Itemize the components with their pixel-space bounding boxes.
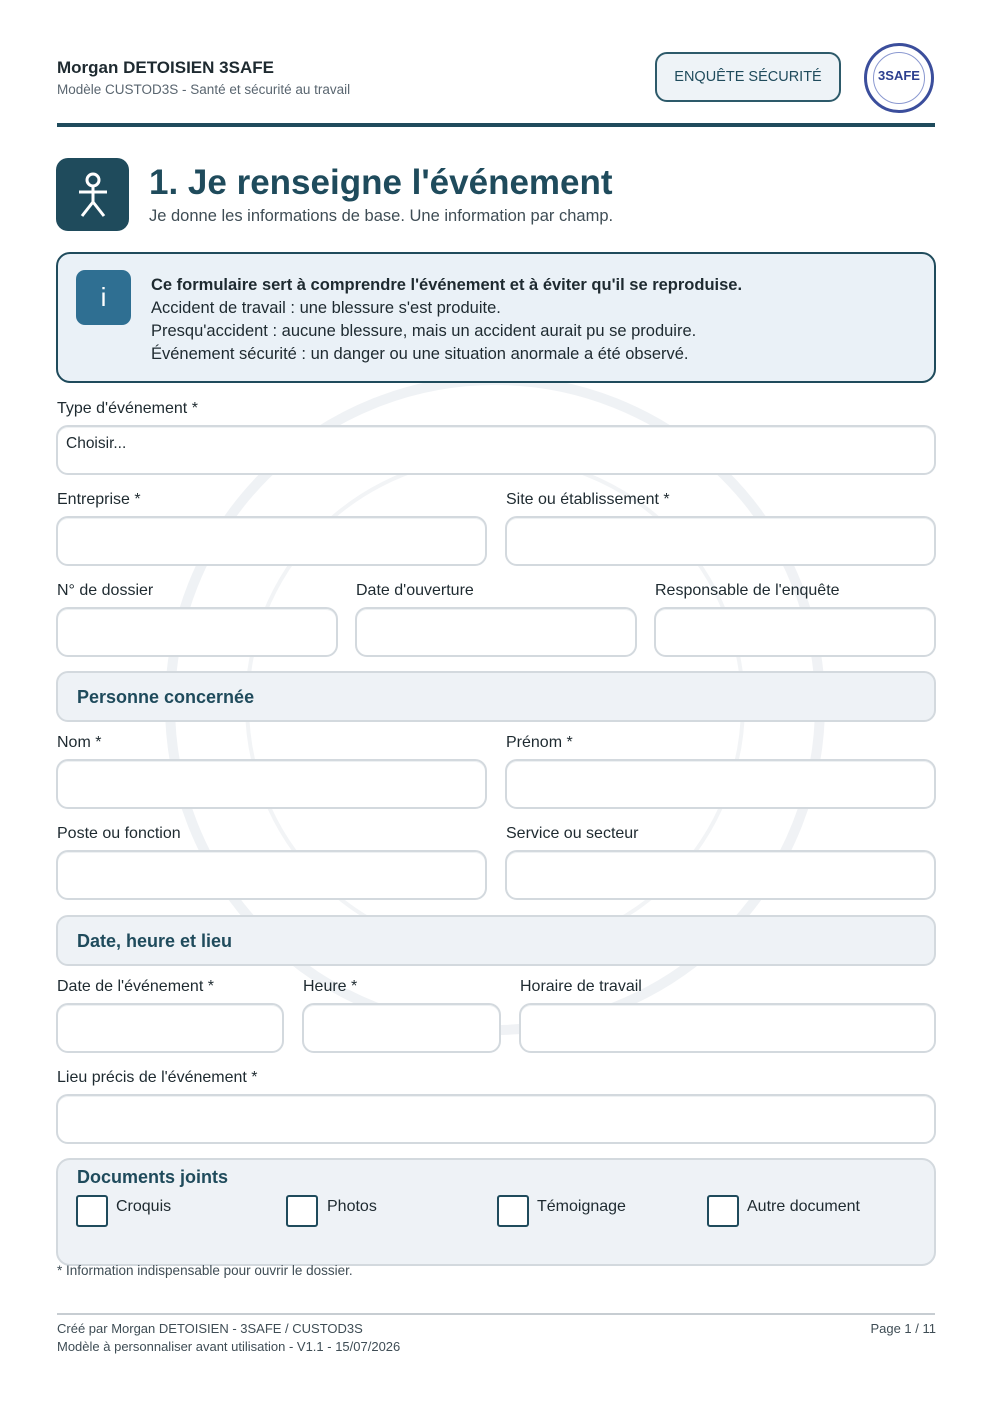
poste-field[interactable]	[56, 850, 487, 900]
info-box	[56, 252, 936, 383]
site-label: Site ou établissement *	[506, 491, 670, 508]
investigator-field[interactable]	[654, 607, 936, 657]
info-line-presquaccident: Presqu'accident : aucune blessure, mais un accident aurait pu se produire.	[151, 322, 697, 340]
footer-credit: Créé par Morgan DETOISIEN - 3SAFE / CUSTOD3S	[57, 1321, 363, 1336]
poste-label: Poste ou fonction	[57, 825, 181, 842]
required-note: * Information indispensable pour ouvrir le dossier.	[57, 1263, 353, 1278]
documents-section	[56, 1158, 936, 1266]
prenom-field[interactable]	[505, 759, 936, 809]
horaire-label: Horaire de travail	[520, 978, 642, 995]
prenom-label: Prénom *	[506, 734, 573, 751]
group-title-personne: Personne concernée	[77, 687, 255, 707]
info-text	[151, 274, 742, 366]
event-location-field[interactable]	[56, 1094, 936, 1144]
footer-divider	[57, 1313, 935, 1315]
nom-field[interactable]	[56, 759, 487, 809]
group-header-date-lieu	[56, 915, 936, 966]
section-title: 1. Je renseigne l'événement	[149, 163, 613, 202]
date-evenement-label: Date de l'événement *	[57, 978, 214, 995]
work-schedule-field[interactable]	[519, 1003, 936, 1053]
checkbox-temoignage[interactable]	[497, 1195, 529, 1227]
3safe-logo	[864, 43, 934, 113]
page-number: Page 1 / 11	[870, 1321, 936, 1336]
info-icon: i	[76, 270, 131, 325]
documents-title: Documents joints	[77, 1167, 229, 1187]
event-type-select[interactable]	[56, 425, 936, 475]
lieu-label: Lieu précis de l'événement *	[57, 1069, 258, 1086]
responsable-label: Responsable de l'enquête	[655, 582, 840, 599]
opening-date-field[interactable]	[355, 607, 637, 657]
person-icon	[56, 158, 129, 231]
site-field[interactable]	[505, 516, 936, 566]
info-line-intro: Ce formulaire sert à comprendre l'événement et à éviter qu'il se reproduise.	[151, 276, 743, 294]
dossier-label: N° de dossier	[57, 582, 154, 599]
checkbox-autre-document[interactable]	[707, 1195, 739, 1227]
nom-label: Nom *	[57, 734, 102, 751]
dossier-number-field[interactable]	[56, 607, 338, 657]
footer-version: Modèle à personnaliser avant utilisation - V1.1 - 15/07/2026	[57, 1339, 401, 1354]
checkbox-label-temoignage: Témoignage	[537, 1198, 626, 1215]
entreprise-label: Entreprise *	[57, 491, 141, 508]
document-type-badge: ENQUÊTE SÉCURITÉ	[655, 52, 841, 102]
header-divider	[57, 123, 935, 127]
checkbox-label-photos: Photos	[327, 1198, 377, 1215]
service-field[interactable]	[505, 850, 936, 900]
ouverture-label: Date d'ouverture	[356, 582, 474, 599]
group-title-date-lieu: Date, heure et lieu	[77, 931, 233, 951]
checkbox-photos[interactable]	[286, 1195, 318, 1227]
type-label: Type d'événement *	[57, 400, 198, 417]
model-subtitle: Modèle CUSTOD3S - Santé et sécurité au travail	[57, 82, 351, 97]
event-date-field[interactable]	[56, 1003, 284, 1053]
event-time-field[interactable]	[302, 1003, 501, 1053]
info-line-evenement: Événement sécurité : un danger ou une situation anormale a été observé.	[151, 345, 689, 363]
heure-label: Heure *	[303, 978, 358, 995]
checkbox-croquis[interactable]	[76, 1195, 108, 1227]
checkbox-label-autre-document: Autre document	[747, 1198, 860, 1215]
group-header-personne	[56, 671, 936, 722]
section-subtitle: Je donne les informations de base. Une information par champ.	[149, 207, 614, 225]
entreprise-field[interactable]	[56, 516, 487, 566]
author-name: Morgan DETOISIEN 3SAFE	[57, 58, 274, 77]
logo-text: 3SAFE	[878, 68, 920, 83]
event-type-value: Choisir...	[66, 435, 127, 452]
info-line-accident: Accident de travail : une blessure s'est produite.	[151, 299, 501, 317]
checkbox-label-croquis: Croquis	[116, 1198, 172, 1215]
service-label: Service ou secteur	[506, 825, 639, 842]
